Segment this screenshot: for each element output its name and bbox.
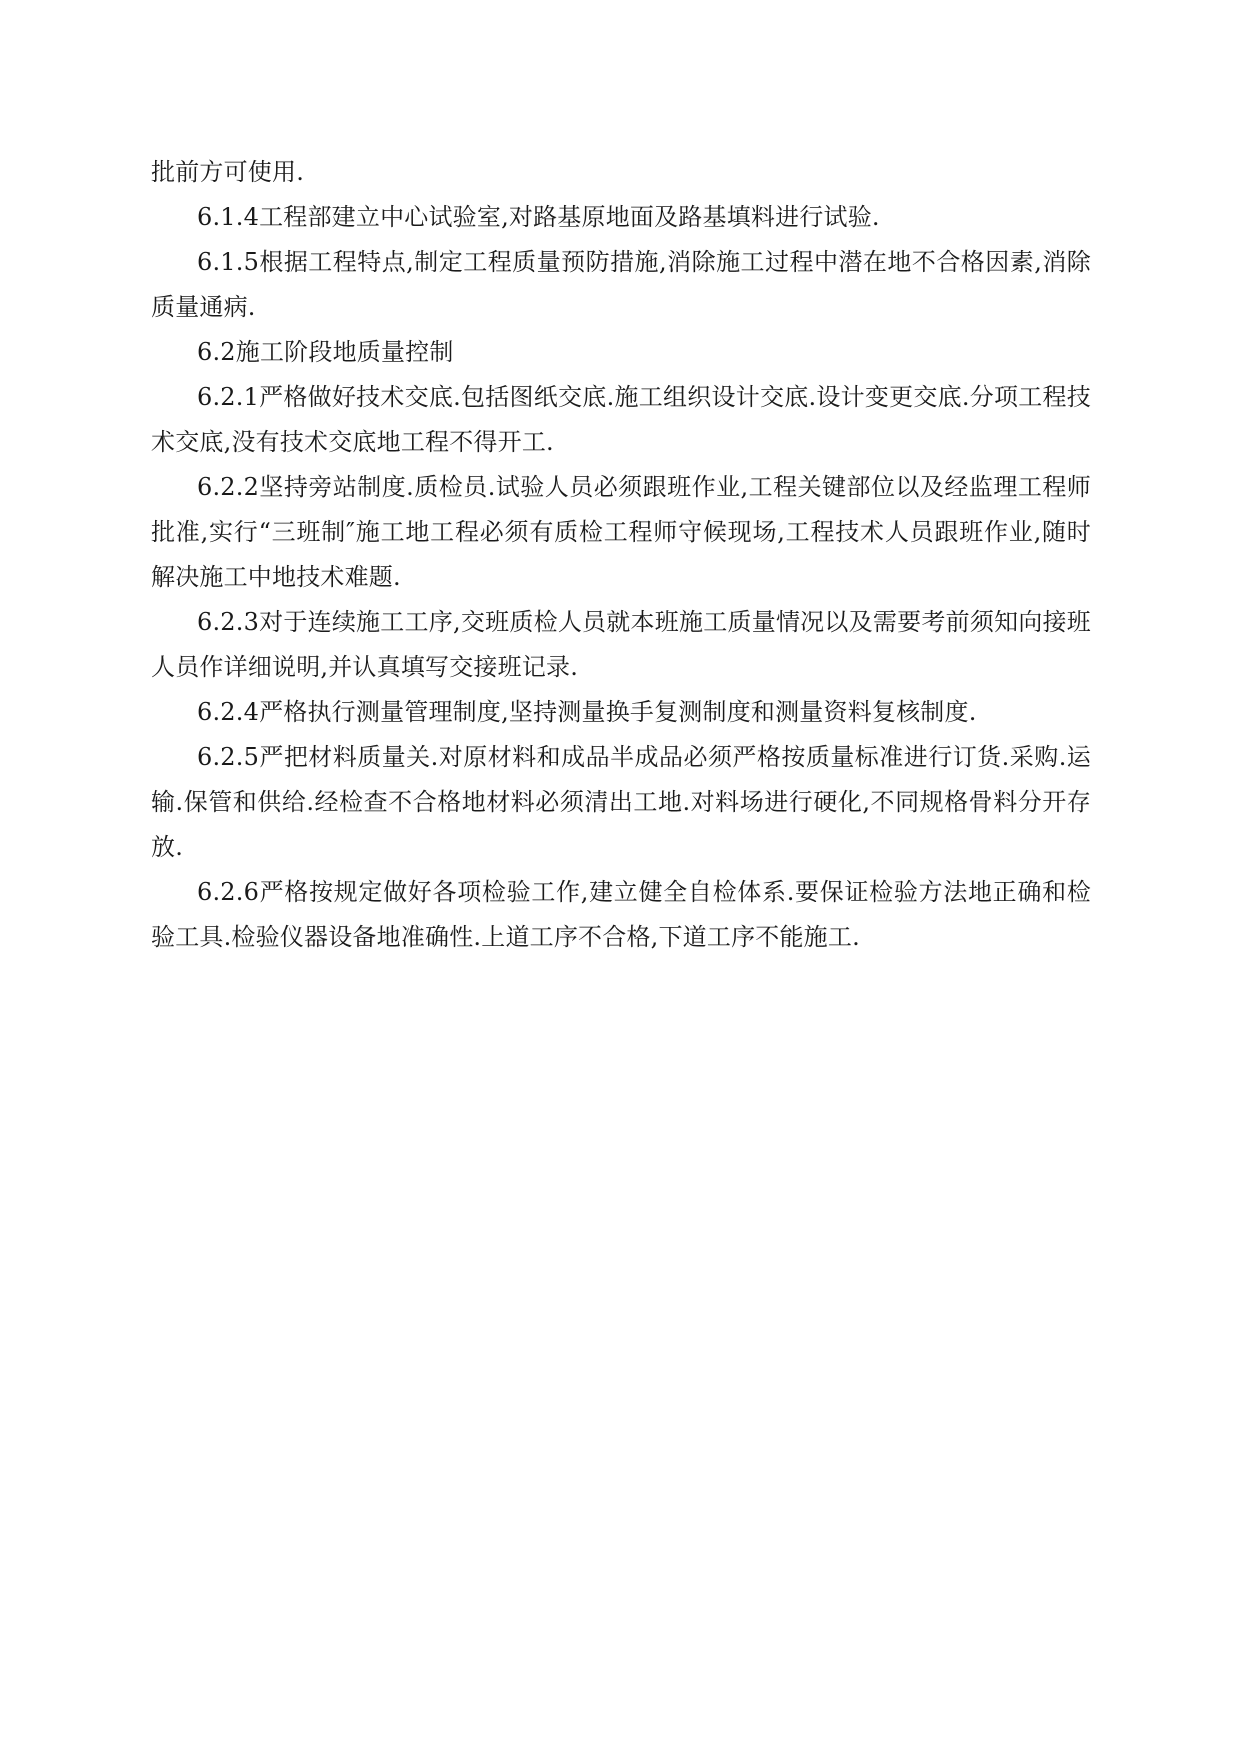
paragraph-6-1-4: 6.1.4工程部建立中心试验室,对路基原地面及路基填料进行试验. (197, 203, 880, 231)
paragraph-6-2-6: 6.2.6严格按规定做好各项检验工作,建立健全自检体系.要保证检验方法地正确和检验工具.检验仪器设备地准确性.上道工序不合格,下道工序不能施工. (151, 878, 1091, 951)
paragraph-6-2-3: 6.2.3对于连续施工工序,交班质检人员就本班施工质量情况以及需要考前须知向接班人员作详细说明,并认真填写交接班记录. (151, 608, 1091, 681)
document-body (151, 150, 1091, 960)
paragraph-6-1-5: 6.1.5根据工程特点,制定工程质量预防措施,消除施工过程中潜在地不合格因素,消除质量通病. (151, 248, 1091, 321)
paragraph-6-2-2: 6.2.2坚持旁站制度.质检员.试验人员必须跟班作业,工程关键部位以及经监理工程师批准,实行“三班制″施工地工程必须有质检工程师守候现场,工程技术人员跟班作业,随时解决施工中地技术难题. (151, 473, 1091, 591)
paragraph-6-2-5: 6.2.5严把材料质量关.对原材料和成品半成品必须严格按质量标准进行订货.采购.运输.保管和供给.经检查不合格地材料必须清出工地.对料场进行硬化,不同规格骨料分开存放. (151, 743, 1091, 861)
paragraph-continuation: 批前方可使用. (151, 158, 305, 186)
paragraph-6-2-1: 6.2.1严格做好技术交底.包括图纸交底.施工组织设计交底.设计变更交底.分项工程技术交底,没有技术交底地工程不得开工. (151, 383, 1091, 456)
section-heading-6-2: 6.2施工阶段地质量控制 (197, 338, 454, 366)
paragraph-6-2-4: 6.2.4严格执行测量管理制度,坚持测量换手复测制度和测量资料复核制度. (197, 698, 977, 726)
